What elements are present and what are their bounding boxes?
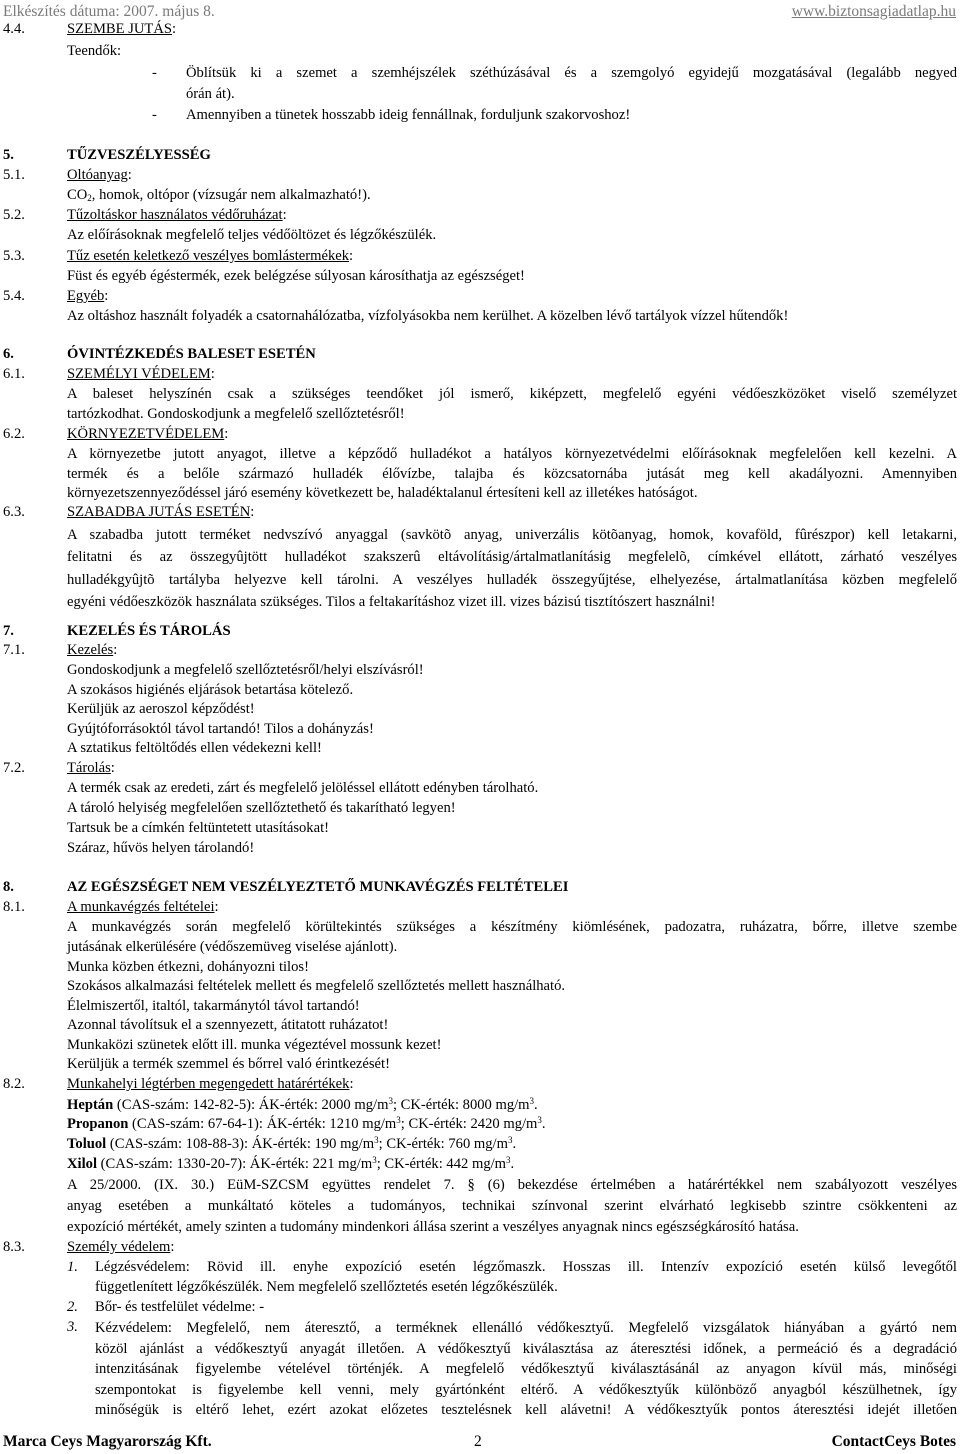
respiratory-protection-text: Légzésvédelem: Rövid ill. enyhe expozíció esetén légzőmaszk. Hosszas ill. Intenzív expozíció esetén külső levegőtől függetlenített légzőkészülék. Nem megfelelő szellőztetés esetén légzőkészülék. (95, 1259, 957, 1295)
section-number: 6.3. (3, 504, 25, 520)
handling-line: A sztatikus feltöltődés ellen védekezni kell! (67, 740, 322, 756)
section-5-title: TŰZVESZÉLYESSÉG (67, 147, 211, 163)
personal-protection-text: A baleset helyszínén csak a szükséges teendőket jól ismerő, kiképzett, megfelelő egyéni védőeszközöket viselő személyzet tartózkodhat. Gondoskodjunk a megfelelő szellőztetésről! (67, 386, 957, 422)
decomposition-text: Füst és egyéb égéstermék, ezek belégzése súlyosan károsíthatja az egészséget! (67, 268, 525, 284)
section-number: 7.1. (3, 642, 25, 658)
footer-brand: ContactCeys Botes (831, 1433, 956, 1450)
subsection-title: Kezelés: (67, 642, 118, 658)
work-condition-line: Élelmiszertől, italtól, takarmánytól távol tartandó! (67, 998, 360, 1014)
section-6-number: 6. (3, 346, 14, 362)
section-number: 8.2. (3, 1076, 25, 1092)
section-4-4-heading: 4.4. SZEMBE JUTÁS: (3, 21, 177, 37)
work-condition-line: Kerüljük a termék szemmel és bőrrel való érintkezését! (67, 1056, 390, 1072)
work-condition-line: Munkaközi szünetek előtt ill. munka végeztével mossunk kezet! (67, 1037, 442, 1053)
limit-row-heptan: Heptán (CAS-szám: 142-82-5): ÁK-érték: 2000 $mg/m^3$; CK-érték: 8000 $mg/m^3$. (67, 1096, 538, 1113)
environmental-text: A környezetbe jutott anyagot, illetve a képződő hulladékot a hatályos környezetvédelmi előírásoknak megfelelően kell kezelni. A termék és a belőle származó hulladék élővízbe, talajba és közcsatornába jutását meg kell akadályozni. Amennyiben környezetszennyeződéssel járó esemény következett be, haladéktalanul értesíteni kell az illetékes hatóságot. (67, 446, 957, 501)
subsection-title: Személy védelem: (67, 1239, 175, 1255)
section-7-title: KEZELÉS ÉS TÁROLÁS (67, 623, 231, 639)
section-8-number: 8. (3, 879, 14, 895)
section-5-number: 5. (3, 147, 14, 163)
section-number: 5.4. (3, 288, 25, 304)
subsection-title: SZABADBA JUTÁS ESETÉN: (67, 504, 255, 520)
handling-line: Gondoskodjunk a megfelelő szellőztetésről/helyi elszívásról! (67, 662, 424, 678)
section-number: 6.1. (3, 366, 25, 382)
storage-line: Száraz, hűvös helyen tárolandó! (67, 840, 255, 856)
limit-row-xilol: Xilol (CAS-szám: 1330-20-7): ÁK-érték: 221 $mg/m^3$; CK-érték: 442 $mg/m^3$. (67, 1155, 515, 1172)
storage-line: A termék csak az eredeti, zárt és megfelelő jelöléssel ellátott edényben tárolható. (67, 780, 539, 796)
subsection-title: SZEMÉLYI VÉDELEM: (67, 366, 215, 382)
section-number: 8.1. (3, 899, 25, 915)
section-number: 5.3. (3, 248, 25, 264)
section-number: 8.3. (3, 1239, 25, 1255)
subsection-title: A munkavégzés feltételei: (67, 899, 219, 915)
subsection-title: KÖRNYEZETVÉDELEM: (67, 426, 229, 442)
storage-line: Tartsuk be a címkén feltüntetett utasításokat! (67, 820, 329, 836)
header-date: Elkészítés dátuma: 2007. május 8. (3, 3, 215, 20)
footer-company: Marca Ceys Magyarország Kft. (3, 1433, 212, 1450)
subsection-title: Oltóanyag: (67, 167, 132, 183)
section-number: 4.4. (3, 21, 25, 37)
spill-text: A szabadba jutott terméket nedvszívó anyaggal (savkötõ anyag, univerzális kötõanyag, homok, kovaföld, fûrészpor) kell letakarni, felitatni és az összegyûjtött hulladékot szakszerû eltávolításig/ártalmatlanításig megfelelõ, címkével ellátott, zárható veszélyes hulladékgyûjtõ tartályba helyezve kell tárolni. A veszélyes hulladék összegyűjtése, elhelyezése, ártalmatlanítása közben megfelelő egyéni védőeszközök használata szükséges. Tilos a feltakarításhoz vizet ill. vizes bázisú tisztítószert használni! (67, 527, 957, 610)
section-number: 6.2. (3, 426, 25, 442)
subsection-title: Egyéb: (67, 288, 109, 304)
eye-rinse-text: Öblítsük ki a szemet a szemhéjszélek széthúzásával és a szemgolyó egyidejű mozgatásával (legalább negyed (186, 65, 957, 81)
handling-line: A szokásos higiénés eljárások betartása kötelező. (67, 682, 354, 698)
section-title: SZEMBE JUTÁS (67, 21, 173, 37)
list-number: 2. (67, 1299, 78, 1315)
handling-line: Kerüljük az aeroszol képződést! (67, 701, 255, 717)
list-number: 1. (67, 1259, 78, 1275)
skin-protection-text: Bőr- és testfelület védelme: - (95, 1299, 265, 1315)
extinguisher-text: $CO_2$, homok, oltópor (vízsugár nem alkalmazható!). (67, 187, 371, 203)
other-text: Az oltáshoz használt folyadék a csatornahálózatba, vízfolyásokba nem kerülhet. A közelben lévő tartályok vízzel hűtendők! (67, 308, 789, 324)
footer-page-number: 2 (474, 1433, 482, 1450)
work-conditions-text: A munkavégzés során megfelelő körültekintés szükséges a készítmény kiömlésének, padozatra, ruházatra, bőrre, illetve szembe jutásának elkerülésére (védőszemüveg viselése ajánlott). (67, 919, 957, 955)
work-condition-line: Munka közben étkezni, dohányozni tilos! (67, 959, 309, 975)
section-7-number: 7. (3, 623, 14, 639)
section-number: 5.1. (3, 167, 25, 183)
subsection-title: Tűz esetén keletkező veszélyes bomlástermékek: (67, 248, 354, 264)
storage-line: A tároló helyiség megfelelően szellőztethető és takarítható legyen! (67, 800, 456, 816)
section-number: 7.2. (3, 760, 25, 776)
section-number: 5.2. (3, 207, 25, 223)
regulation-text: A 25/2000. (IX. 30.) EüM-SZCSM együttes rendelet 7. § (6) bekezdése értelmében a határértékkel nem szabályozott veszélyes anyag esetében a munkáltató köteles a tudományos, technikai színvonal szerint elvárható legkisebb szintre csökkenteni az expozíció mértékét, amely szinten a tudomány mindenkori állása szerint a veszélyes anyagnak nincs egészségkárosító hatása. (67, 1177, 957, 1235)
subsection-title: Tárolás: (67, 760, 115, 776)
specialist-text: Amennyiben a tünetek hosszabb ideig fennállnak, forduljunk szakorvoshoz! (186, 107, 631, 123)
work-condition-line: Szokásos alkalmazási feltételek mellett és megfelelő szellőztetés mellett használható. (67, 978, 566, 994)
list-number: 3. (67, 1319, 78, 1335)
eye-rinse-text-cont: órán át). (186, 86, 235, 102)
subsection-title: Munkahelyi légtérben megengedett határértékek: (67, 1076, 354, 1092)
bullet-dash: - (152, 107, 157, 123)
work-condition-line: Azonnal távolítsuk el a szennyezett, átitatott ruházatot! (67, 1017, 389, 1033)
handling-line: Gyújtóforrásoktól távol tartandó! Tilos a dohányzás! (67, 721, 374, 737)
section-8-title: AZ EGÉSZSÉGET NEM VESZÉLYEZTETŐ MUNKAVÉGZÉS FELTÉTELEI (67, 879, 569, 895)
limit-row-toluol: Toluol (CAS-szám: 108-88-3): ÁK-érték: 190 $mg/m^3$; CK-érték: 760 $mg/m^3$. (67, 1135, 517, 1152)
header-website-link[interactable]: www.biztonsagiadatlap.hu (791, 3, 956, 20)
protective-gear-text: Az előírásoknak megfelelő teljes védőöltözet és légzőkészülék. (67, 227, 437, 243)
hand-protection-text: Kézvédelem: Megfelelő, nem áteresztő, a terméknek ellenálló védőkesztyű. Megfelelő vizsgálatok hiányában a gyártó nem közöl ajánlást a védőkesztyű anyagát illetően. A védőkesztyű kiválasztása az áteresztési időnek, a permeáció és a degradáció intenzitásának figyelembe vételével történjék. A megfelelő védőkesztyű kiválasztásánál az anyagon kívül más, minőségi szempontokat is figyelembe kell venni, mely gyártónként eltérő. A védőkesztyűk különböző anyagból készülhetnek, így minőségük is eltérő lehet, ezért azokat előzetes tesztelésnek kell alávetni! A védőkesztyűk pontos áteresztési idejét illetően (95, 1320, 957, 1418)
tasks-label: Teendők: (67, 43, 122, 59)
limit-row-propanon: Propanon (CAS-szám: 67-64-1): ÁK-érték: 1210 $mg/m^3$; CK-érték: 2420 $mg/m^3$. (67, 1115, 546, 1132)
bullet-dash: - (152, 65, 157, 81)
section-6-title: ÓVINTÉZKEDÉS BALESET ESETÉN (67, 346, 316, 362)
subsection-title: Tűzoltáskor használatos védőruházat: (67, 207, 287, 223)
